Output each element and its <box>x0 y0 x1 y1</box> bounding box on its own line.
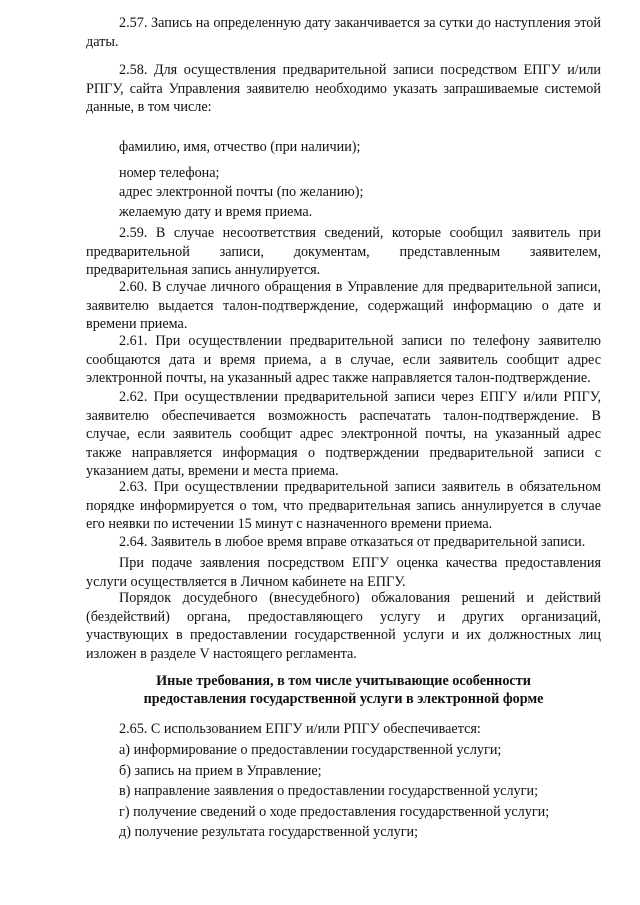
list-item-a: а) информирование о предоставлении государственной услуги; <box>119 742 502 758</box>
list-item-g: г) получение сведений о ходе предоставления государственной услуги; <box>119 804 550 820</box>
list-item-v: в) направление заявления о предоставлении государственной услуги; <box>119 783 539 799</box>
paragraph-2-59: 2.59. В случае несоответствия сведений, которые сообщил заявитель при предварительной записи, документам, представленным заявителем, предварительная запись аннулируется. <box>86 225 601 279</box>
section-heading-line1: Иные требования, в том числе учитывающие особенности <box>156 673 531 689</box>
paragraph-2-61: 2.61. При осуществлении предварительной записи по телефону заявителю сообщаются дата и время приема, а в случае, если заявитель сообщит адрес электронной почты, на указанный адрес также направляется талон-подтверждение. <box>86 333 601 387</box>
paragraph-2-60: 2.60. В случае личного обращения в Управление для предварительной записи, заявителю выдается талон-подтверждение, содержащий информацию о дате и времени приема. <box>86 279 601 333</box>
paragraph-2-57: 2.57. Запись на определенную дату заканчивается за сутки до наступления этой даты. <box>86 15 601 50</box>
list-item: номер телефона; <box>119 165 220 181</box>
list-item-d: д) получение результата государственной услуги; <box>119 824 419 840</box>
paragraph-2-64: 2.64. Заявитель в любое время вправе отказаться от предварительной записи. <box>119 534 586 550</box>
section-heading-line2: предоставления государственной услуги в электронной форме <box>143 691 544 707</box>
paragraph-2-63: 2.63. При осуществлении предварительной записи заявитель в обязательном порядке информируется о том, что предварительная запись аннулируется в случае его неявки по истечении 15 минут с назначенного времени приема. <box>86 479 601 533</box>
list-item: желаемую дату и время приема. <box>119 204 313 220</box>
paragraph-appeal: Порядок досудебного (внесудебного) обжалования решений и действий (бездействий) органа, предоставляющего услугу и других организаций, участвующих в предоставлении государственной услуги и их должностных лиц изложен в разделе V настоящего регламента. <box>86 590 601 662</box>
paragraph-2-58: 2.58. Для осуществления предварительной записи посредством ЕПГУ и/или РПГУ, сайта Управления заявителю необходимо указать запрашиваемые системой данные, в том числе: <box>86 62 601 116</box>
list-item-b: б) запись на прием в Управление; <box>119 763 322 779</box>
paragraph-2-65: 2.65. С использованием ЕПГУ и/или РПГУ обеспечивается: <box>119 721 481 737</box>
paragraph-2-62: 2.62. При осуществлении предварительной записи через ЕПГУ и/или РПГУ, заявителю обеспечивается возможность распечатать талон-подтверждение. В случае, если заявитель сообщит адрес электронной почты, на указанный адрес также направляется информация о подтверждении предварительной записи с указанием даты, времени и места приема. <box>86 389 601 480</box>
list-item: адрес электронной почты (по желанию); <box>119 184 364 200</box>
list-item: фамилию, имя, отчество (при наличии); <box>119 139 361 155</box>
paragraph-quality: При подаче заявления посредством ЕПГУ оценка качества предоставления услуги осуществляется в Личном кабинете на ЕПГУ. <box>86 555 601 590</box>
